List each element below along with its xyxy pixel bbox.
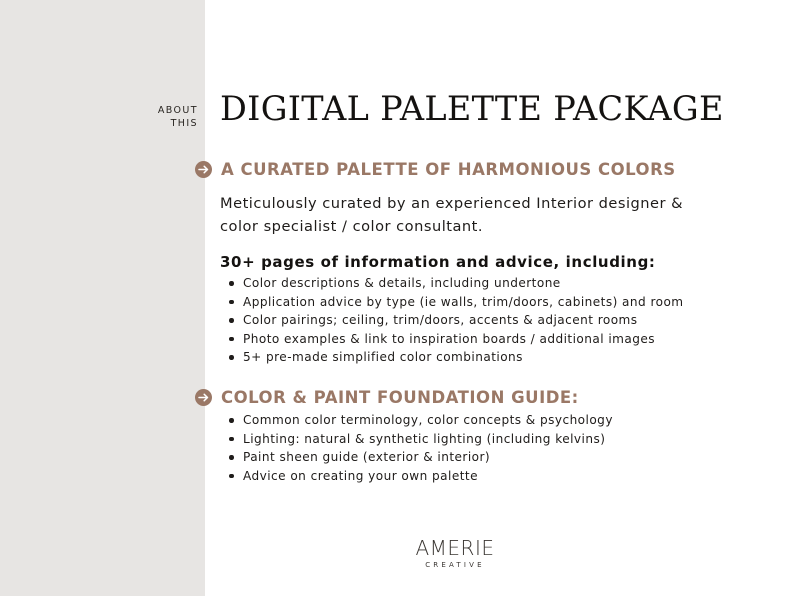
arrow-right-circle-icon [195, 389, 212, 406]
pages-subheading: 30+ pages of information and advice, including: [220, 253, 656, 271]
about-tag-line1: ABOUT [157, 105, 198, 116]
logo-name: AMERIE [415, 536, 495, 560]
side-panel [0, 0, 205, 596]
section-foundation-guide-heading [195, 388, 579, 407]
list-item: Application advice by type (ie walls, trim/doors, cabinets) and room [228, 293, 684, 312]
list-item: Photo examples & link to inspiration boards / additional images [228, 330, 684, 349]
page-title: DIGITAL PALETTE PACKAGE [220, 89, 724, 128]
foundation-guide-list [228, 411, 613, 485]
about-this-tag [150, 104, 198, 130]
list-item: Advice on creating your own palette [228, 467, 613, 486]
list-item: Color descriptions & details, including undertone [228, 274, 684, 293]
list-item: Common color terminology, color concepts & psychology [228, 411, 613, 430]
list-item: Paint sheen guide (exterior & interior) [228, 448, 613, 467]
brand-logo [405, 537, 505, 569]
intro-paragraph [220, 192, 720, 238]
arrow-right-circle-icon [195, 161, 212, 178]
section-heading-label: A CURATED PALETTE OF HARMONIOUS COLORS [221, 160, 676, 179]
list-item: Lighting: natural & synthetic lighting (including kelvins) [228, 430, 613, 449]
list-item: 5+ pre-made simplified color combinations [228, 348, 684, 367]
logo-tagline: CREATIVE [425, 561, 485, 569]
about-tag-line2: THIS [170, 118, 198, 129]
section-curated-palette-heading [195, 160, 676, 179]
intro-line-1: Meticulously curated by an experienced Interior designer & [220, 195, 684, 212]
list-item: Color pairings; ceiling, trim/doors, accents & adjacent rooms [228, 311, 684, 330]
palette-details-list [228, 274, 684, 367]
intro-line-2: color specialist / color consultant. [220, 218, 484, 235]
section-heading-label: COLOR & PAINT FOUNDATION GUIDE: [221, 388, 579, 407]
